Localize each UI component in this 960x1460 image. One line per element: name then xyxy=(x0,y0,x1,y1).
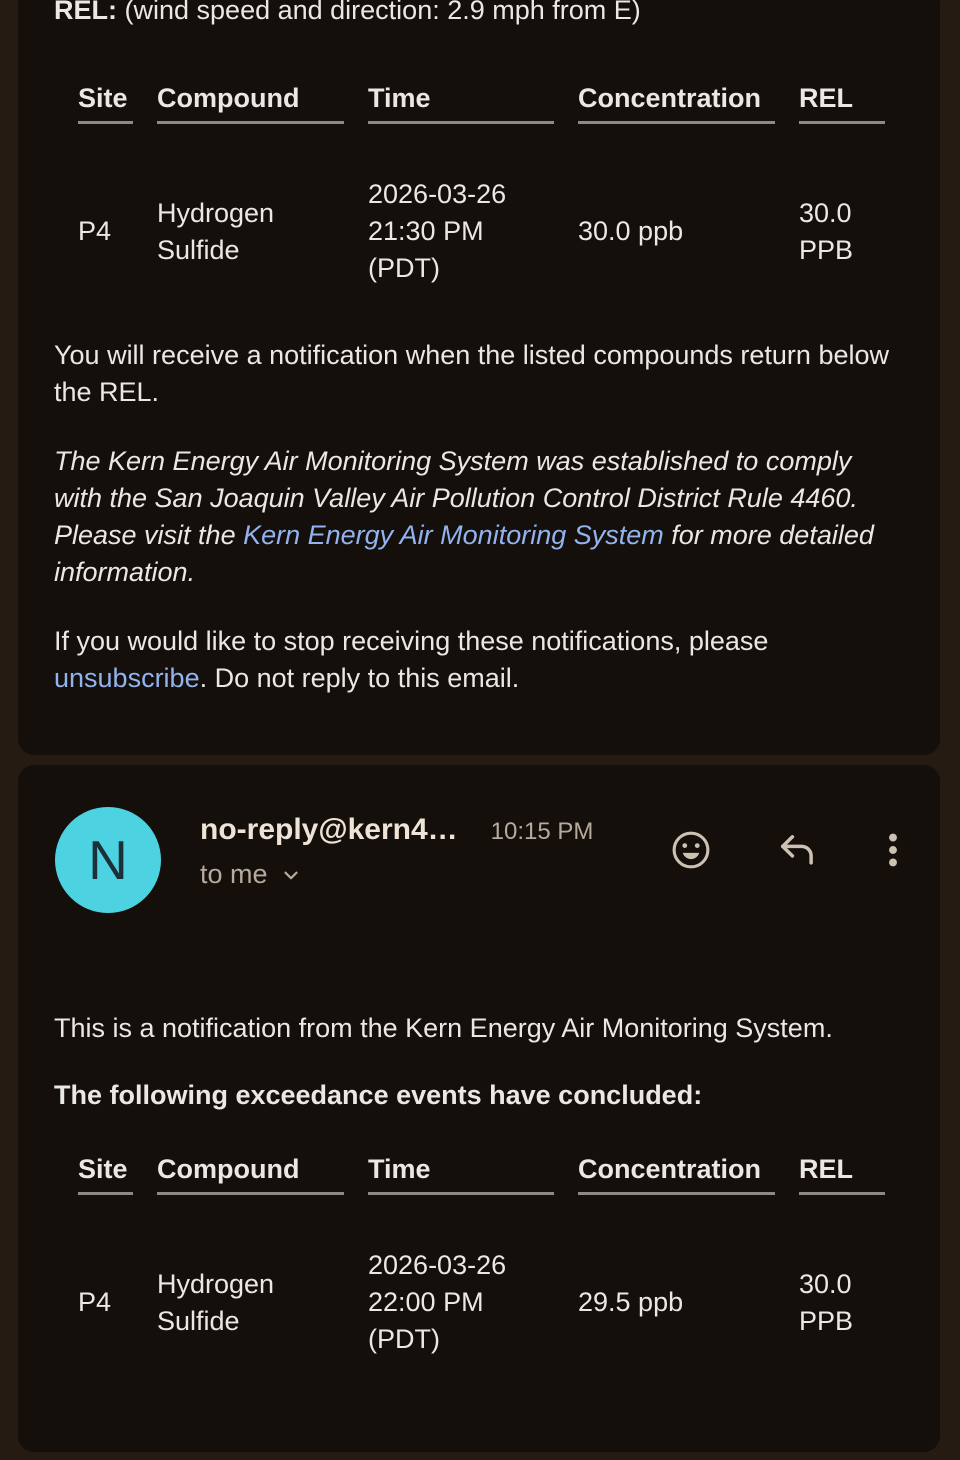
unsubscribe-paragraph xyxy=(54,623,904,697)
table-cell: Hydrogen Sulfide xyxy=(157,1268,275,1336)
table-cell: 29.5 ppb xyxy=(578,1287,684,1317)
reply-icon[interactable] xyxy=(775,828,819,872)
disclaimer-text-pre: The Kern Energy Air Monitoring System was established to comply with the San Joaquin Valley Air Pollution Control District Rule 4460. Please visit the xyxy=(54,446,858,550)
table-row xyxy=(78,124,885,305)
disclaimer-text-post: for more detailed information. xyxy=(54,520,874,587)
timestamp: 10:15 PM xyxy=(490,818,594,845)
email-2-header xyxy=(18,765,940,913)
kern-monitoring-system-link[interactable]: Kern Energy Air Monitoring System xyxy=(243,520,664,550)
column-header-site: Site xyxy=(78,83,133,124)
sender-info xyxy=(200,807,593,913)
email-2-body xyxy=(18,1010,940,1376)
email-message-open-2 xyxy=(18,765,940,1452)
column-header-site: Site xyxy=(78,1154,133,1195)
unsubscribe-link[interactable]: unsubscribe xyxy=(54,663,200,693)
table-cell: P4 xyxy=(78,216,112,246)
smiley-reaction-icon[interactable] xyxy=(669,828,713,872)
exceedance-table-1 xyxy=(54,83,909,305)
notification-intro: This is a notification from the Kern Energy Air Monitoring System. xyxy=(54,1013,833,1043)
table-cell: P4 xyxy=(78,1287,112,1317)
recipient-expander[interactable] xyxy=(200,859,302,890)
unsubscribe-text-post: . Do not reply to this email. xyxy=(199,663,520,693)
table-cell: 2026-03-26 22:00 PM (PDT) xyxy=(368,1250,507,1354)
column-header-concentration: Concentration xyxy=(578,83,775,124)
exceedance-concluded-heading: The following exceedance events have concluded: xyxy=(54,1080,703,1110)
column-header-concentration: Concentration xyxy=(578,1154,775,1195)
table-cell: 30.0 PPB xyxy=(799,197,854,265)
table-cell: 2026-03-26 21:30 PM (PDT) xyxy=(368,179,507,283)
return-below-rel-note: You will receive a notification when the listed compounds return below the REL. xyxy=(54,340,889,407)
column-header-time: Time xyxy=(368,83,554,124)
recipient-label: to me xyxy=(200,859,268,889)
sender-row xyxy=(200,813,593,847)
column-header-time: Time xyxy=(368,1154,554,1195)
table-cell: 30.0 ppb xyxy=(578,216,684,246)
three-dot-menu-icon[interactable] xyxy=(871,828,915,872)
wind-speed-direction-text: (wind speed and direction: 2.9 mph from E) xyxy=(124,0,641,25)
column-header-compound: Compound xyxy=(157,1154,344,1195)
unsubscribe-text-pre: If you would like to stop receiving these notifications, please xyxy=(54,626,769,656)
email-message-open-1 xyxy=(18,0,940,755)
disclaimer-paragraph xyxy=(54,443,904,591)
table-header-row xyxy=(78,1154,885,1195)
sender-address: no-reply@kern4… xyxy=(200,813,458,846)
column-header-compound: Compound xyxy=(157,83,344,124)
email-1-body xyxy=(18,0,940,697)
sender-avatar[interactable]: N xyxy=(55,807,161,913)
exceedance-table-2 xyxy=(54,1154,909,1376)
rel-wind-line xyxy=(54,0,904,29)
column-header-rel: REL xyxy=(799,1154,885,1195)
table-header-row xyxy=(78,83,885,124)
column-header-rel: REL xyxy=(799,83,885,124)
table-cell: 30.0 PPB xyxy=(799,1268,854,1336)
table-row xyxy=(78,1195,885,1376)
table-cell: Hydrogen Sulfide xyxy=(157,197,275,265)
rel-label: REL: xyxy=(54,0,117,25)
chevron-down-icon xyxy=(280,864,302,886)
